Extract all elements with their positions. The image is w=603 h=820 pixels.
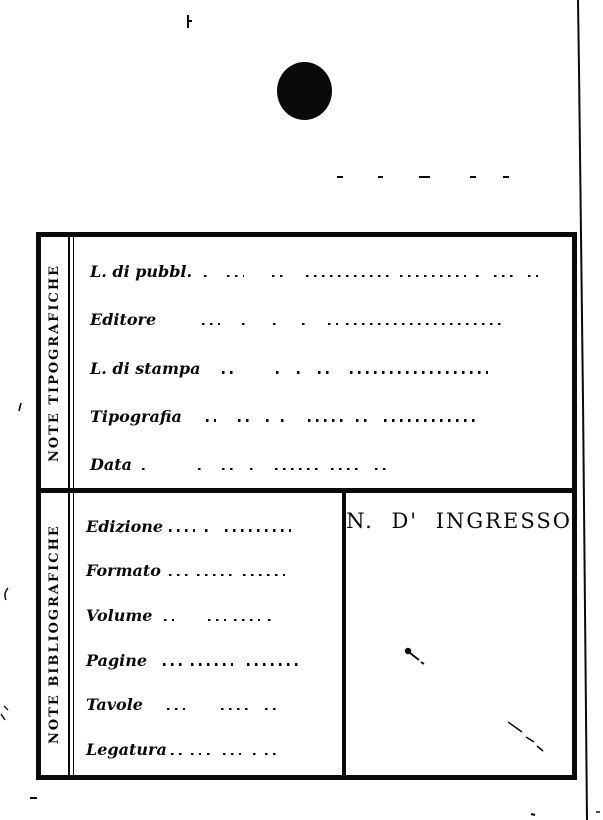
dotted-leader <box>328 323 338 325</box>
field-row-l-di-pubbl <box>90 241 564 289</box>
dotted-leader <box>204 275 209 277</box>
field-label: Formato <box>86 561 161 581</box>
field-row-formato <box>86 544 336 589</box>
accession-number-header: N. D' INGRESSO <box>346 509 572 533</box>
dotted-leader <box>375 468 389 470</box>
dotted-leader <box>238 419 254 421</box>
dotted-leader <box>297 371 302 373</box>
dotted-leader <box>222 468 236 470</box>
bibliografiche-fields <box>76 493 342 775</box>
field-row-volume <box>86 588 336 633</box>
ink-speck <box>189 20 192 22</box>
dash-mark <box>419 176 430 178</box>
field-row-pagine <box>86 633 336 678</box>
dash-mark <box>503 176 509 178</box>
dotted-leader <box>242 323 247 325</box>
accession-number-cell <box>346 493 572 775</box>
dotted-leader <box>191 663 233 665</box>
dotted-leader <box>142 468 146 470</box>
field-row-legatura <box>86 722 336 767</box>
ink-speck <box>5 588 8 600</box>
dotted-leader <box>208 619 226 621</box>
field-row-l-di-stampa <box>90 337 564 385</box>
field-row-editore <box>90 289 564 337</box>
dotted-leader <box>384 419 478 421</box>
dotted-leader <box>275 468 319 470</box>
dotted-leader <box>318 371 334 373</box>
sidebar-title-tipografiche: NOTE TIPOGRAFICHE <box>47 263 62 462</box>
ink-speck <box>531 814 535 815</box>
dotted-leader <box>528 275 538 277</box>
field-row-data <box>90 434 564 482</box>
dotted-leader <box>308 419 348 421</box>
dotted-leader <box>227 275 244 277</box>
dotted-leader <box>346 323 504 325</box>
double-rule <box>68 493 74 775</box>
dash-mark <box>337 176 343 178</box>
dotted-leader <box>356 419 368 421</box>
punch-hole-dot <box>277 62 332 120</box>
dotted-leader <box>202 323 220 325</box>
field-label: Pagine <box>86 650 148 670</box>
dotted-leader <box>476 275 484 277</box>
dotted-leader <box>281 419 286 421</box>
dotted-leader <box>207 753 211 755</box>
dotted-leader <box>191 753 201 755</box>
field-label: Legatura <box>86 740 167 760</box>
tipografiche-fields <box>76 237 572 488</box>
field-label: Volume <box>86 606 153 626</box>
dotted-leader <box>164 619 174 621</box>
dotted-leader <box>265 753 277 755</box>
dotted-leader <box>205 529 209 531</box>
dotted-leader <box>253 753 257 755</box>
field-label: Edizione <box>86 516 164 536</box>
dash-row <box>0 176 603 179</box>
dotted-leader <box>247 663 301 665</box>
dotted-leader <box>400 275 466 277</box>
field-row-tipografia <box>90 386 564 434</box>
ink-speck <box>1 706 8 720</box>
dash-mark <box>378 176 383 178</box>
dotted-leader <box>265 708 279 710</box>
dotted-leader <box>221 708 253 710</box>
dotted-leader <box>276 371 281 373</box>
double-rule <box>68 237 74 488</box>
section-note-bibliografiche <box>41 493 572 775</box>
sidebar-title-bibliografiche: NOTE BIBLIOGRAFICHE <box>47 524 62 744</box>
field-label: Tavole <box>86 695 143 715</box>
dotted-leader <box>171 753 183 755</box>
dotted-leader <box>272 275 284 277</box>
dotted-leader <box>243 574 285 576</box>
field-label: Data <box>90 455 132 475</box>
dotted-leader <box>198 468 206 470</box>
dotted-leader <box>494 275 516 277</box>
dotted-leader <box>223 753 241 755</box>
dash-mark <box>470 176 476 178</box>
dotted-leader <box>169 529 195 531</box>
field-label: L. di stampa <box>90 358 201 378</box>
dotted-leader <box>331 468 361 470</box>
library-card-table <box>36 232 577 780</box>
dotted-leader <box>163 663 183 665</box>
dotted-leader <box>273 323 278 325</box>
field-label: Editore <box>90 310 157 330</box>
dotted-leader <box>222 371 238 373</box>
dotted-leader <box>302 323 308 325</box>
dotted-leader <box>250 468 255 470</box>
dotted-leader <box>350 371 488 373</box>
dotted-leader <box>234 619 260 621</box>
dotted-leader <box>169 574 189 576</box>
dotted-leader <box>206 419 216 421</box>
dotted-leader <box>266 419 271 421</box>
page-edge-line <box>578 0 587 820</box>
dotted-leader <box>225 529 291 531</box>
dotted-leader <box>306 275 394 277</box>
dotted-leader <box>268 619 272 621</box>
ink-speck <box>19 403 21 411</box>
section-note-tipografiche <box>41 237 572 488</box>
dotted-leader <box>197 574 233 576</box>
field-label: Tipografia <box>90 406 182 426</box>
field-label: L. di pubbl. <box>90 262 193 282</box>
field-row-tavole <box>86 678 336 723</box>
field-row-edizione <box>86 499 336 544</box>
dotted-leader <box>167 708 185 710</box>
